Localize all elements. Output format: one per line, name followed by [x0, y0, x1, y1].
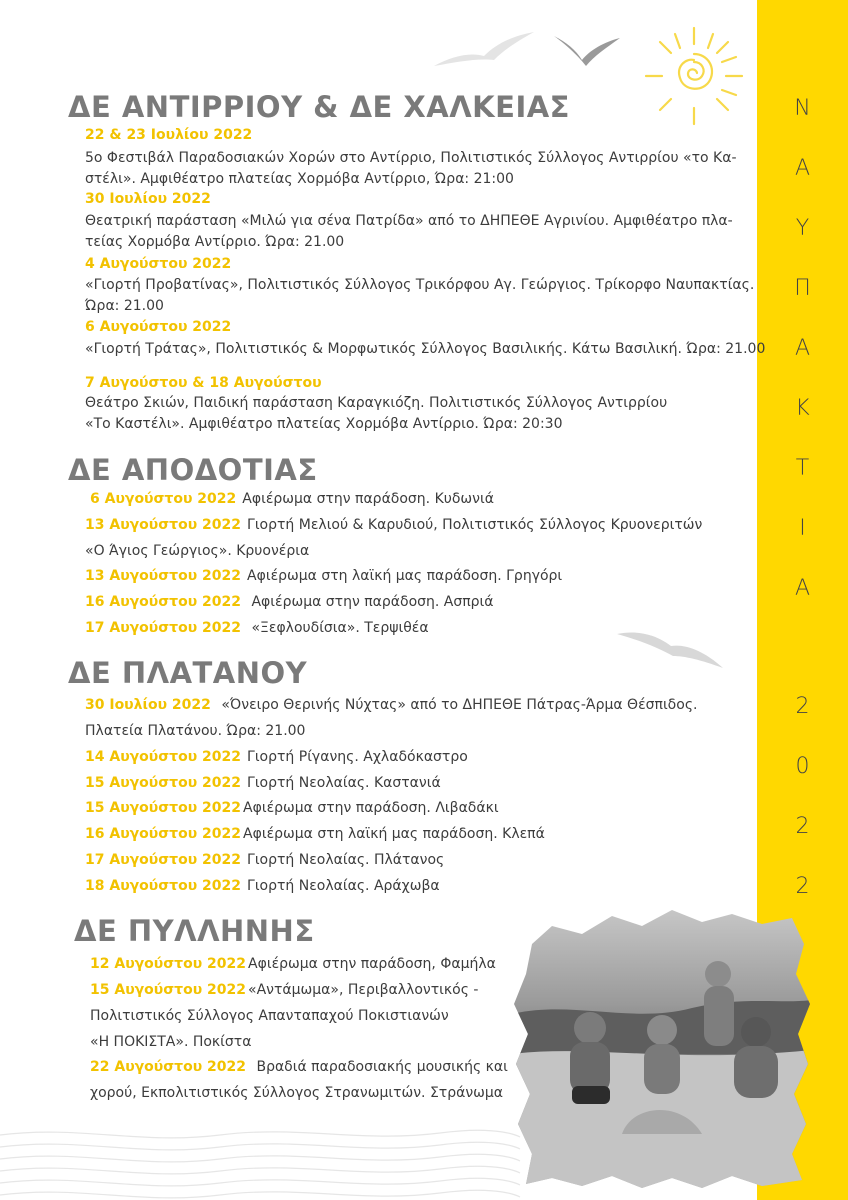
event-date: 17 Αυγούστου 2022: [85, 852, 242, 868]
side-letter: Κ: [795, 396, 810, 421]
event-date: 15 Αυγούστου 2022: [85, 800, 242, 816]
event-row: [85, 517, 702, 533]
event-text: Αφιέρωμα στη λαϊκή μας παράδοση. Γρηγόρι: [247, 568, 563, 584]
event-row: [90, 956, 496, 972]
event-date: 16 Αυγούστου 2022: [85, 594, 242, 610]
event-row: [85, 800, 499, 816]
event-text: Αφιέρωμα στην παράδοση. Ασπριά: [247, 594, 494, 610]
event-text: Γιορτή Νεολαίας. Αράχωβα: [247, 878, 440, 894]
event-text: «Γιορτή Τράτας», Πολιτιστικός & Μορφωτικός Σύλλογος Βασιλικής. Κάτω Βασιλική. Ώρα: 21.00: [85, 341, 766, 357]
event-text: Πολιτιστικός Σύλλογος Απανταπαχού Ποκιστιανών: [90, 1008, 449, 1024]
event-text: τείας Χορμόβα Αντίρριο. Ώρα: 21.00: [85, 234, 345, 250]
event-text: Γιορτή Νεολαίας. Πλάτανος: [247, 852, 445, 868]
event-text: «Ο Άγιος Γεώργιος». Κρυονέρια: [85, 543, 310, 559]
event-text: χορού, Εκπολιτιστικός Σύλλογος Στρανωμιτών. Στράνωμα: [90, 1085, 504, 1101]
side-digit: 2: [795, 874, 810, 899]
event-row: [85, 775, 441, 791]
event-row: [85, 697, 697, 713]
side-digit: 2: [795, 694, 810, 719]
side-digit: 2: [795, 814, 810, 839]
seagull-icon: [615, 620, 725, 675]
side-letter: Τ: [795, 456, 810, 481]
event-date: 17 Αυγούστου 2022: [85, 620, 242, 636]
event-row: [90, 491, 494, 507]
event-text: 5ο Φεστιβάλ Παραδοσιακών Χορών στο Αντίρριο, Πολιτιστικός Σύλλογος Αντιρρίου «το Κα-: [85, 150, 737, 166]
event-row: [90, 982, 478, 998]
event-text: «Το Καστέλι». Αμφιθέατρο πλατείας Χορμόβα Αντίρριο. Ώρα: 20:30: [85, 416, 563, 432]
event-text: Θεάτρο Σκιών, Παιδική παράσταση Καραγκιόζη. Πολιτιστικός Σύλλογος Αντιρρίου: [85, 395, 668, 411]
event-date: 18 Αυγούστου 2022: [85, 878, 242, 894]
event-text: «Ξεφλουδίσια». Τερψιθέα: [247, 620, 429, 636]
event-date: 22 & 23 Ιουλίου 2022: [85, 127, 253, 143]
event-row: [85, 749, 468, 765]
event-row: [85, 594, 494, 610]
event-date: 6 Αυγούστου 2022: [90, 491, 237, 507]
event-text: Αφιέρωμα στη λαϊκή μας παράδοση. Κλεπά: [243, 826, 545, 842]
seagull-icon: [552, 28, 622, 68]
event-date: 13 Αυγούστου 2022: [85, 517, 242, 533]
section-title: ΔΕ ΑΝΤΙΡΡΙΟΥ & ΔΕ ΧΑΛΚΕΙΑΣ: [68, 90, 570, 124]
event-text: Γιορτή Ρίγανης. Αχλαδόκαστρο: [247, 749, 468, 765]
sun-icon: [640, 22, 748, 130]
event-text: Γιορτή Νεολαίας. Καστανιά: [247, 775, 441, 791]
event-date: 15 Αυγούστου 2022: [90, 982, 247, 998]
event-text: «Γιορτή Προβατίνας», Πολιτιστικός Σύλλογος Τρικόρφου Αγ. Γεώργιος. Τρίκορφο Ναυπακτίας.: [85, 277, 755, 293]
event-date: 6 Αυγούστου 2022: [85, 319, 232, 335]
event-date: 30 Ιουλίου 2022: [85, 191, 211, 207]
side-letter: Α: [794, 156, 811, 181]
side-letter: Π: [794, 276, 811, 301]
event-text: Αφιέρωμα στην παράδοση. Κυδωνιά: [242, 491, 494, 507]
event-text: Πλατεία Πλατάνου. Ώρα: 21.00: [85, 723, 306, 739]
event-text: «Αντάμωμα», Περιβαλλοντικός -: [248, 982, 479, 998]
event-text: «Η ΠΟΚΙΣΤΑ». Ποκίστα: [90, 1034, 252, 1050]
event-text: Βραδιά παραδοσιακής μουσικής και: [252, 1059, 508, 1075]
side-letter: Ν: [794, 96, 811, 121]
event-row: [85, 878, 440, 894]
section-title: ΔΕ ΠΛΑΤΑΝΟΥ: [68, 656, 308, 690]
wave-decoration: [0, 1115, 848, 1200]
event-date: 30 Ιουλίου 2022: [85, 697, 211, 713]
event-date: 13 Αυγούστου 2022: [85, 568, 242, 584]
event-date: 4 Αυγούστου 2022: [85, 256, 232, 272]
event-date: 16 Αυγούστου 2022: [85, 826, 242, 842]
event-text: Ώρα: 21.00: [85, 298, 164, 314]
section-title: ΔΕ ΑΠΟΔΟΤΙΑΣ: [68, 453, 318, 487]
seagull-icon: [432, 26, 537, 74]
section-title: ΔΕ ΠΥΛΛΗΝΗΣ: [74, 914, 315, 948]
event-row: [85, 568, 562, 584]
event-row: [85, 620, 429, 636]
event-date: 15 Αυγούστου 2022: [85, 775, 242, 791]
event-text: Αφιέρωμα στην παράδοση, Φαμήλα: [248, 956, 496, 972]
event-text: Αφιέρωμα στην παράδοση. Λιβαδάκι: [243, 800, 499, 816]
event-date: 14 Αυγούστου 2022: [85, 749, 242, 765]
event-text: «Όνειρο Θερινής Νύχτας» από το ΔΗΠΕΘΕ Πάτρας-Άρμα Θέσπιδος.: [216, 697, 698, 713]
event-text: στέλι». Αμφιθέατρο πλατείας Χορμόβα Αντίρριο, Ώρα: 21:00: [85, 171, 514, 187]
event-date: 7 Αυγούστου & 18 Αυγούστου: [85, 375, 322, 391]
event-text: Γιορτή Μελιού & Καρυδιού, Πολιτιστικός Σύλλογος Κρυονεριτών: [247, 517, 703, 533]
side-letter: Ι: [799, 516, 806, 541]
side-letter: Α: [794, 336, 811, 361]
side-letter: Υ: [795, 216, 810, 241]
event-text: Θεατρική παράσταση «Μιλώ για σένα Πατρίδα» από το ΔΗΠΕΘΕ Αγρινίου. Αμφιθέατρο πλα-: [85, 213, 733, 229]
event-row: [90, 1059, 508, 1075]
event-row: [85, 826, 545, 842]
side-digit: 0: [795, 754, 810, 779]
side-letter: Α: [794, 576, 811, 601]
event-date: 12 Αυγούστου 2022: [90, 956, 247, 972]
event-row: [85, 852, 444, 868]
event-date: 22 Αυγούστου 2022: [90, 1059, 247, 1075]
